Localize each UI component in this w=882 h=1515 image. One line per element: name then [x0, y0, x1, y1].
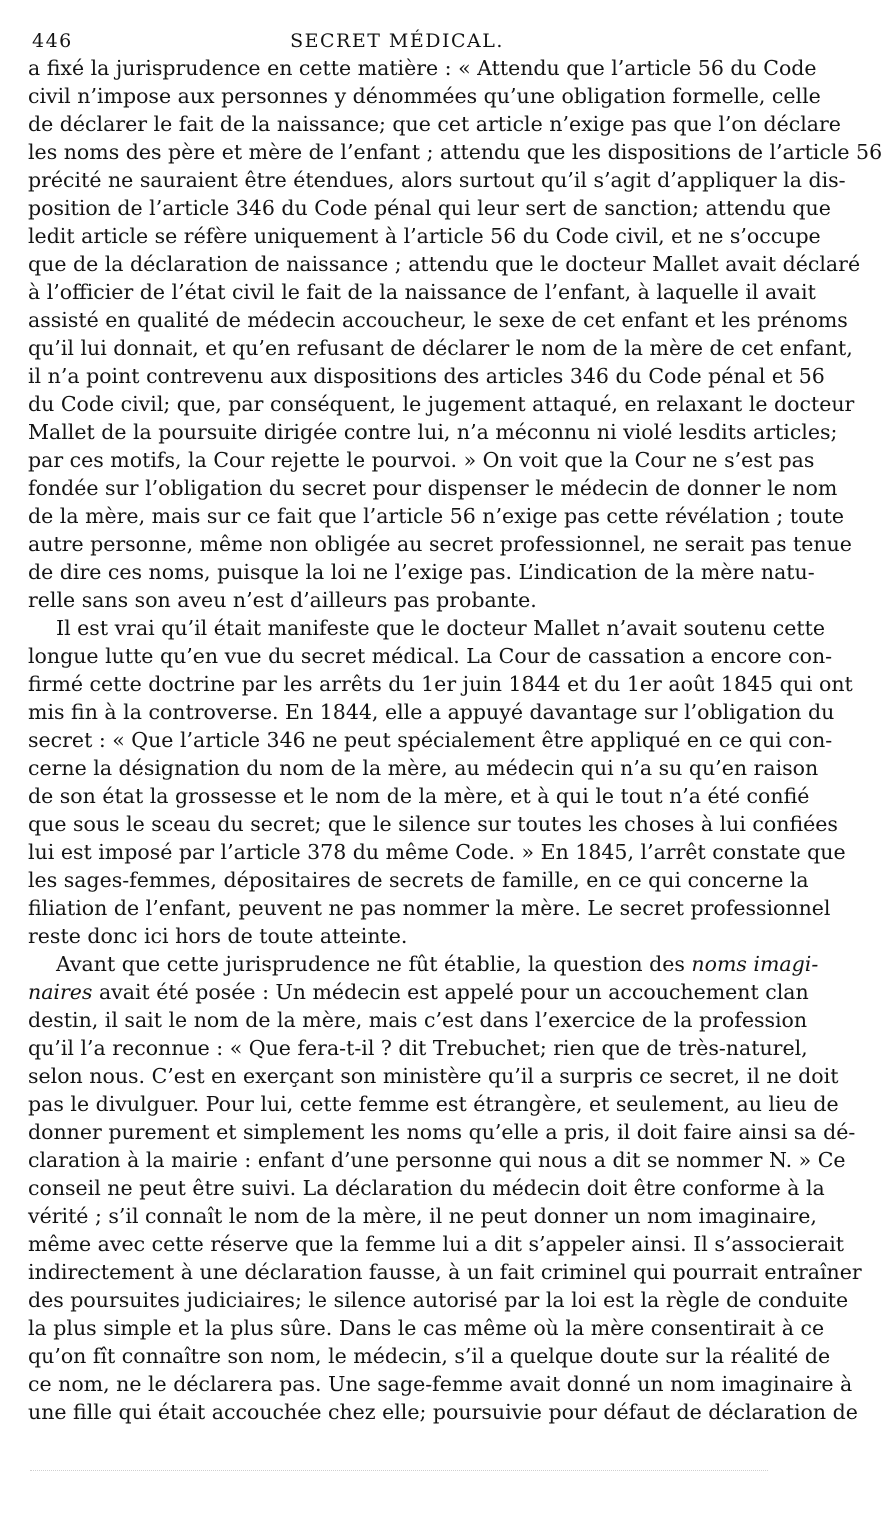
paragraph-1 [28, 54, 882, 614]
text-line: ledit article se réfère uniquement à l’article 56 du Code civil, et ne s’occupe [28, 224, 821, 248]
text-line: lui est imposé par l’article 378 du même Code. » En 1845, l’arrêt constate que [28, 840, 846, 864]
text-line: a fixé la jurisprudence en cette matière : « Attendu que l’article 56 du Code [28, 56, 817, 80]
text-line: mis fin à la controverse. En 1844, elle a appuyé davantage sur l’obligation du [28, 700, 835, 724]
text-line: vérité ; s’il connaît le nom de la mère, il ne peut donner un nom imaginaire, [28, 1204, 817, 1228]
running-title: SECRET MÉDICAL. [290, 30, 504, 52]
text-line: Il est vrai qu’il était manifeste que le docteur Mallet n’avait soutenu cette [56, 616, 826, 640]
text-line: longue lutte qu’en vue du secret médical. La Cour de cassation a encore con- [28, 644, 833, 668]
paragraph-2 [28, 614, 853, 950]
text-line: pas le divulguer. Pour lui, cette femme est étrangère, et seulement, au lieu de [28, 1092, 839, 1116]
text-line: de déclarer le fait de la naissance; que cet article n’exige pas que l’on déclare [28, 112, 841, 136]
text-line: la plus simple et la plus sûre. Dans le cas même où la mère consentirait à ce [28, 1316, 825, 1340]
book-page [28, 24, 882, 1426]
text-run: Avant que cette jurisprudence ne fût établie, la question des [56, 952, 692, 976]
text-line: qu’il lui donnait, et qu’en refusant de déclarer le nom de la mère de cet enfant, [28, 336, 853, 360]
text-line: ce nom, ne le déclarera pas. Une sage-femme avait donné un nom imaginaire à [28, 1372, 853, 1396]
text-line [28, 950, 819, 978]
text-line: indirectement à une déclaration fausse, à un fait criminel qui pourrait entraîner [28, 1260, 862, 1284]
text-line: de son état la grossesse et le nom de la mère, et à qui le tout n’a été confié [28, 784, 810, 808]
text-line: précité ne sauraient être étendues, alors surtout qu’il s’agit d’appliquer la dis- [28, 168, 846, 192]
text-line: cerne la désignation du nom de la mère, au médecin qui n’a su qu’en raison [28, 756, 819, 780]
text-line: les noms des père et mère de l’enfant ; attendu que les dispositions de l’article 56 [28, 140, 882, 164]
text-line: relle sans son aveu n’est d’ailleurs pas probante. [28, 588, 537, 612]
italic-text: noms imagi- [691, 952, 819, 976]
text-line: les sages-femmes, dépositaires de secrets de famille, en ce qui concerne la [28, 868, 809, 892]
paragraph-3 [28, 950, 862, 1426]
text-line: conseil ne peut être suivi. La déclaration du médecin doit être conforme à la [28, 1176, 825, 1200]
text-line: à l’officier de l’état civil le fait de la naissance de l’enfant, à laquelle il avait [28, 280, 816, 304]
text-line: de dire ces noms, puisque la loi ne l’exige pas. L’indication de la mère natu- [28, 560, 815, 584]
text-line: il n’a point contrevenu aux dispositions des articles 346 du Code pénal et 56 [28, 364, 825, 388]
text-line: du Code civil; que, par conséquent, le jugement attaqué, en relaxant le docteur [28, 392, 855, 416]
text-line: qu’il l’a reconnue : « Que fera-t-il ? dit Trebuchet; rien que de très-naturel, [28, 1036, 808, 1060]
text-line: firmé cette doctrine par les arrêts du 1er juin 1844 et du 1er août 1845 qui ont [28, 672, 853, 696]
text-line: assisté en qualité de médecin accoucheur, le sexe de cet enfant et les prénoms [28, 308, 848, 332]
italic-text: naires [28, 980, 93, 1004]
text-line: des poursuites judiciaires; le silence autorisé par la loi est la règle de conduite [28, 1288, 849, 1312]
text-line: même avec cette réserve que la femme lui a dit s’appeler ainsi. Il s’associerait [28, 1232, 844, 1256]
text-line: par ces motifs, la Cour rejette le pourvoi. » On voit que la Cour ne s’est pas [28, 448, 815, 472]
text-line: claration à la mairie : enfant d’une personne qui nous a dit se nommer N. » Ce [28, 1148, 846, 1172]
text-line: civil n’impose aux personnes y dénommées qu’une obligation formelle, celle [28, 84, 821, 108]
text-line: Mallet de la poursuite dirigée contre lui, n’a méconnu ni violé lesdits articles; [28, 420, 838, 444]
text-line: filiation de l’enfant, peuvent ne pas nommer la mère. Le secret professionnel [28, 896, 831, 920]
text-line: une fille qui était accouchée chez elle; poursuivie pour défaut de déclaration de [28, 1400, 858, 1424]
text-line: reste donc ici hors de toute atteinte. [28, 924, 408, 948]
text-line: position de l’article 346 du Code pénal qui leur sert de sanction; attendu que [28, 196, 831, 220]
text-line: que sous le sceau du secret; que le silence sur toutes les choses à lui confiées [28, 812, 838, 836]
text-line: autre personne, même non obligée au secret professionnel, ne serait pas tenue [28, 532, 852, 556]
text-line: secret : « Que l’article 346 ne peut spécialement être appliqué en ce qui con- [28, 728, 833, 752]
text-run: avait été posée : Un médecin est appelé pour un accouchement clan [92, 980, 809, 1004]
scan-artifact [30, 1470, 768, 1477]
page-header [28, 24, 766, 54]
text-line [28, 978, 809, 1006]
text-line: destin, il sait le nom de la mère, mais c’est dans l’exercice de la profession [28, 1008, 808, 1032]
page-number: 446 [32, 30, 73, 52]
text-line: qu’on fît connaître son nom, le médecin, s’il a quelque doute sur la réalité de [28, 1344, 831, 1368]
text-line: que de la déclaration de naissance ; attendu que le docteur Mallet avait déclaré [28, 252, 861, 276]
text-line: fondée sur l’obligation du secret pour dispenser le médecin de donner le nom [28, 476, 838, 500]
text-line: donner purement et simplement les noms qu’elle a pris, il doit faire ainsi sa dé- [28, 1120, 856, 1144]
text-line: selon nous. C’est en exerçant son ministère qu’il a surpris ce secret, il ne doit [28, 1064, 839, 1088]
text-line: de la mère, mais sur ce fait que l’article 56 n’exige pas cette révélation ; toute [28, 504, 845, 528]
